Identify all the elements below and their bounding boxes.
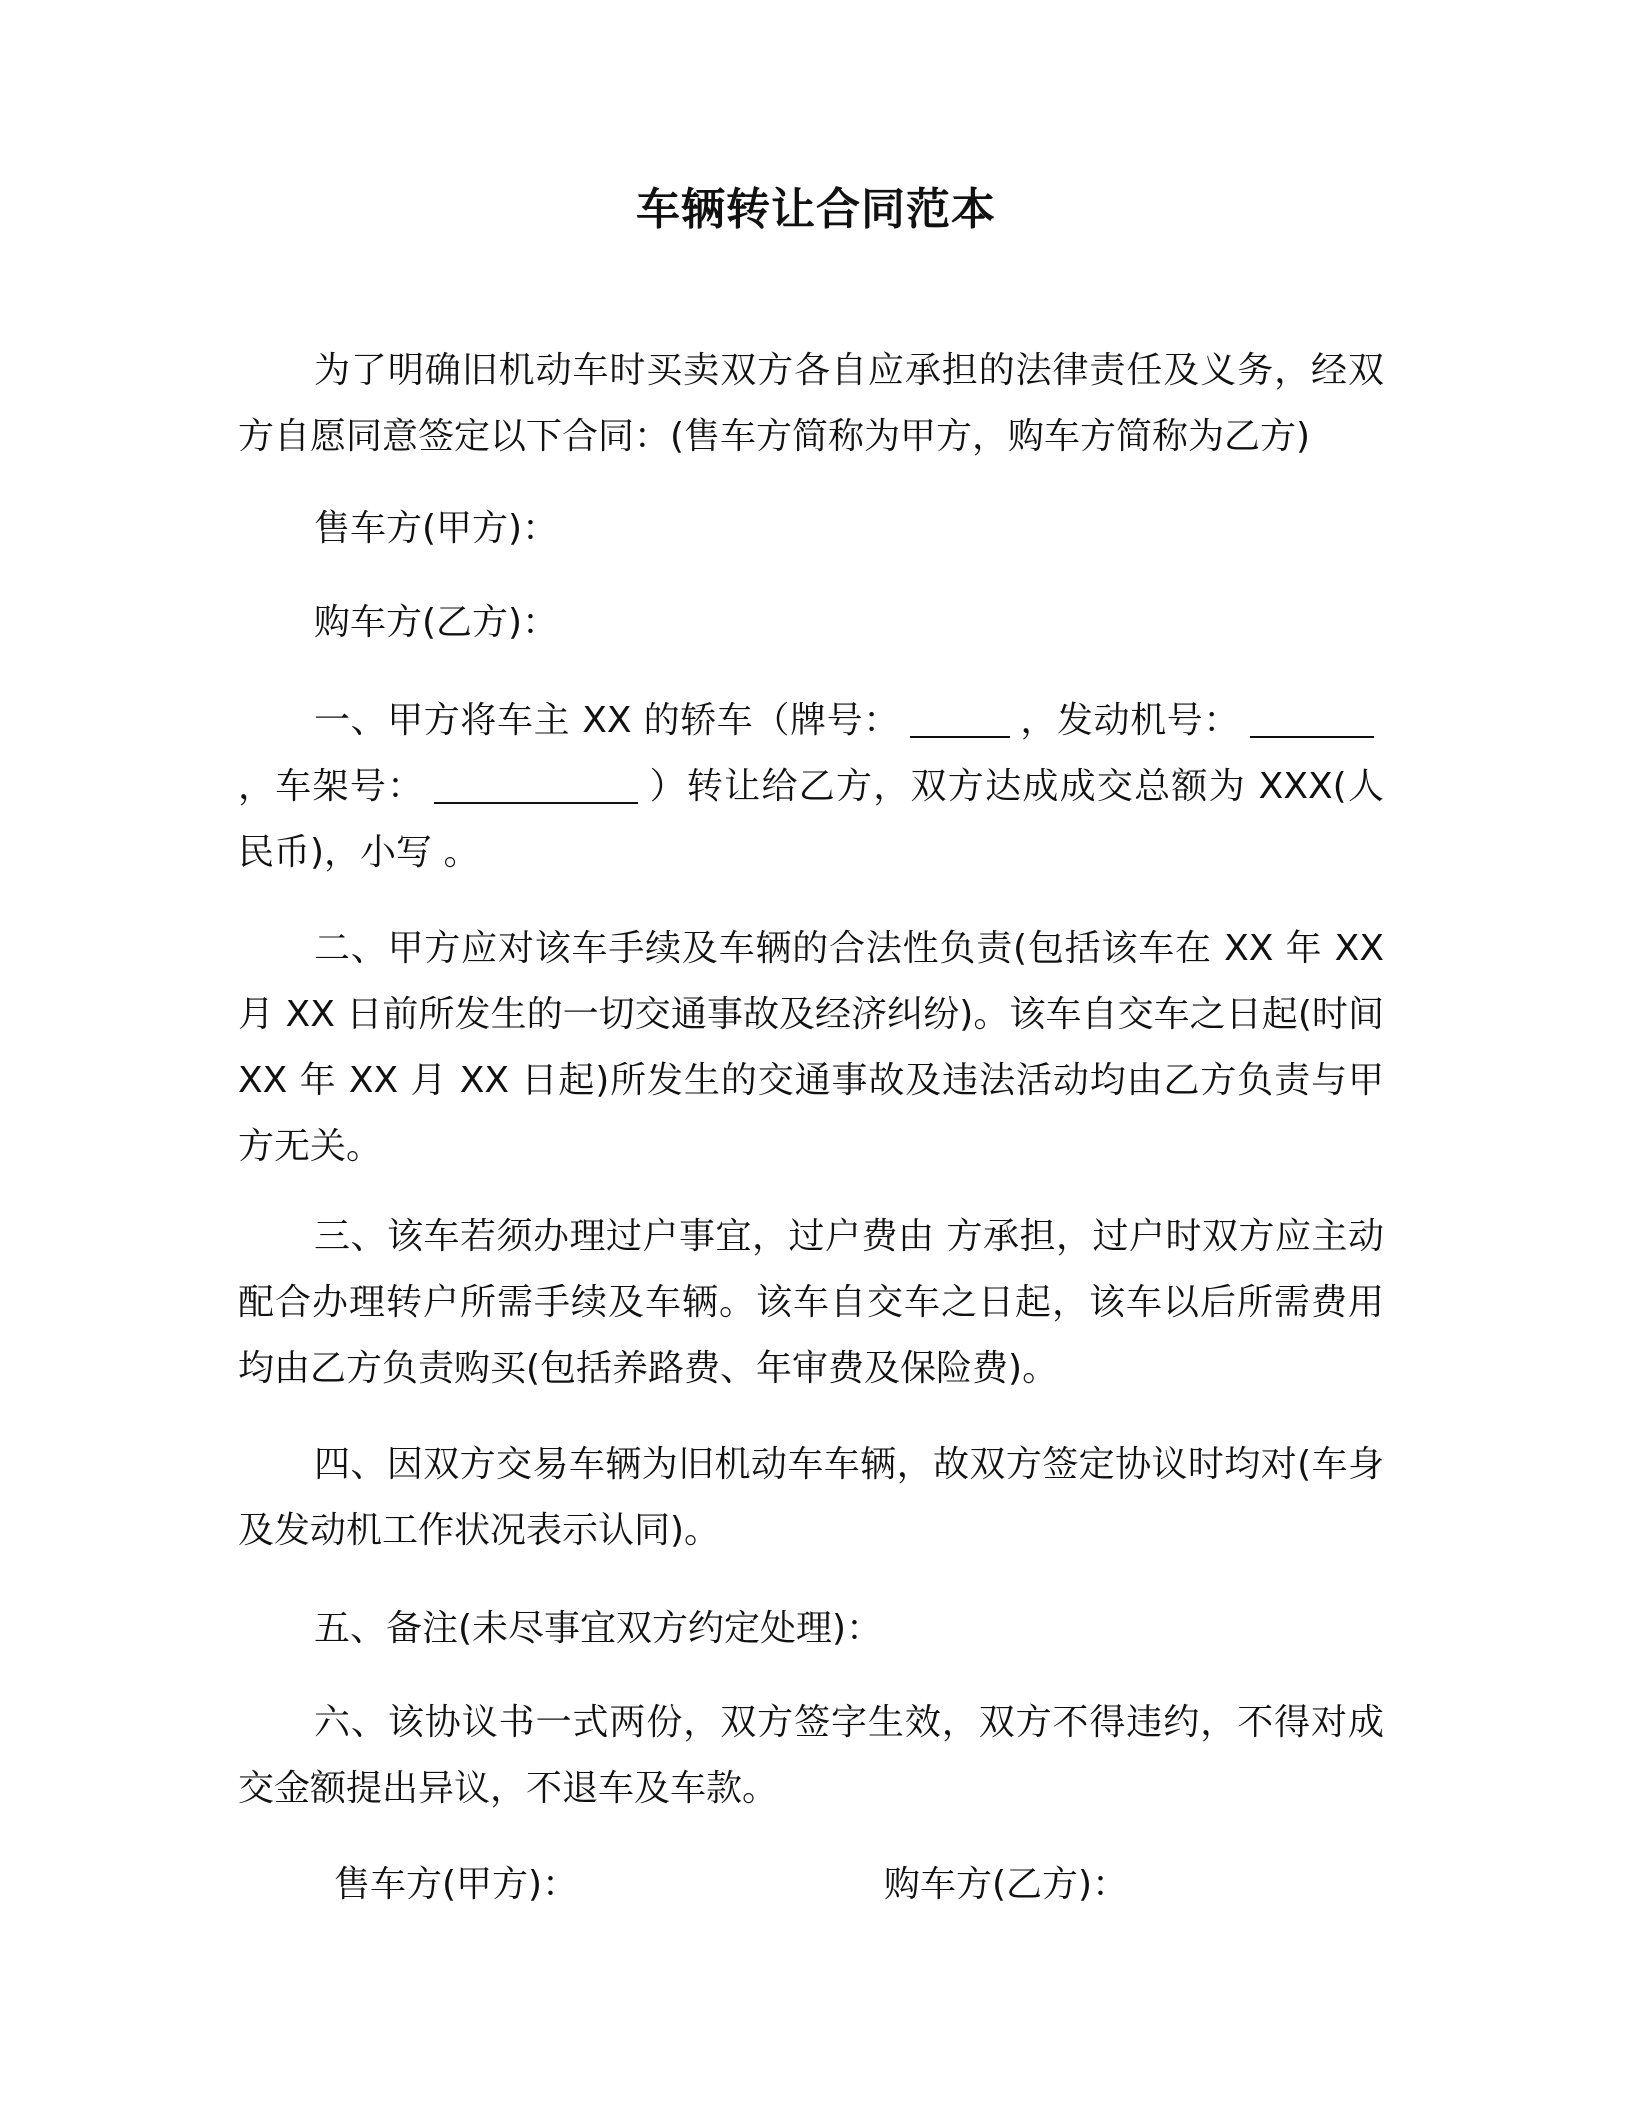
buyer-line bbox=[238, 590, 1384, 656]
intro-paragraph: 为了明确旧机动车时买卖双方各自应承担的法律责任及义务，经双方自愿同意签定以下合同：(售车方简称为甲方，购车方简称为乙方) bbox=[238, 350, 1384, 457]
clause-2 bbox=[238, 916, 1384, 1180]
clause-5 bbox=[238, 1596, 1384, 1662]
clause-6-paragraph: 六、该协议书一式两份，双方签字生效，双方不得违约，不得对成交金额提出异议，不退车及车款。 bbox=[238, 1702, 1384, 1809]
clause-4-paragraph: 四、因双方交易车辆为旧机动车车辆，故双方签定协议时均对(车身及发动机工作状况表示认同)。 bbox=[238, 1444, 1384, 1551]
clause-6 bbox=[238, 1690, 1384, 1822]
engine-number-blank bbox=[1250, 696, 1374, 738]
clause-1-paragraph bbox=[238, 688, 1384, 886]
document-title: 车辆转让合同范本 bbox=[636, 184, 996, 235]
seller-signature-label: 售车方(甲方)： bbox=[334, 1864, 579, 1905]
plate-number-blank bbox=[910, 696, 1010, 738]
buyer-signature-label: 购车方(乙方)： bbox=[884, 1864, 1129, 1905]
clause-1-text-b: ，发动机号： bbox=[1019, 700, 1240, 741]
clause-1 bbox=[238, 688, 1384, 886]
clause-4 bbox=[238, 1432, 1384, 1564]
clause-2-paragraph: 二、甲方应对该车手续及车辆的合法性负责(包括该车在 XX 年 XX 月 XX 日前所发生的一切交通事故及经济纠纷)。该车自交车之日起(时间 XX 年 XX 月 XX 日起)所发生的交通事故及违法活动均由乙方负责与甲方无关。 bbox=[238, 928, 1384, 1167]
seller-label: 售车方(甲方)： bbox=[314, 508, 559, 549]
clause-1-text-a: 一、甲方将车主 XX 的轿车（牌号： bbox=[314, 700, 900, 741]
clause-3 bbox=[238, 1204, 1384, 1402]
contract-body bbox=[238, 338, 1384, 470]
clause-3-paragraph: 三、该车若须办理过户事宜，过户费由 方承担，过户时双方应主动配合办理转户所需手续及车辆。该车自交车之日起，该车以后所需费用均由乙方负责购买(包括养路费、年审费及保险费)。 bbox=[238, 1216, 1384, 1389]
clause-1-text-c: ，车架号： bbox=[238, 766, 425, 807]
seller-line bbox=[238, 496, 1384, 562]
clause-1-text-d: ）转让给乙方，双方达成成交总额为 XXX(人民币)，小写 。 bbox=[238, 766, 1384, 873]
clause-5-paragraph: 五、备注(未尽事宜双方约定处理)： bbox=[314, 1608, 883, 1649]
buyer-label: 购车方(乙方)： bbox=[314, 602, 559, 643]
frame-number-blank bbox=[434, 762, 638, 804]
